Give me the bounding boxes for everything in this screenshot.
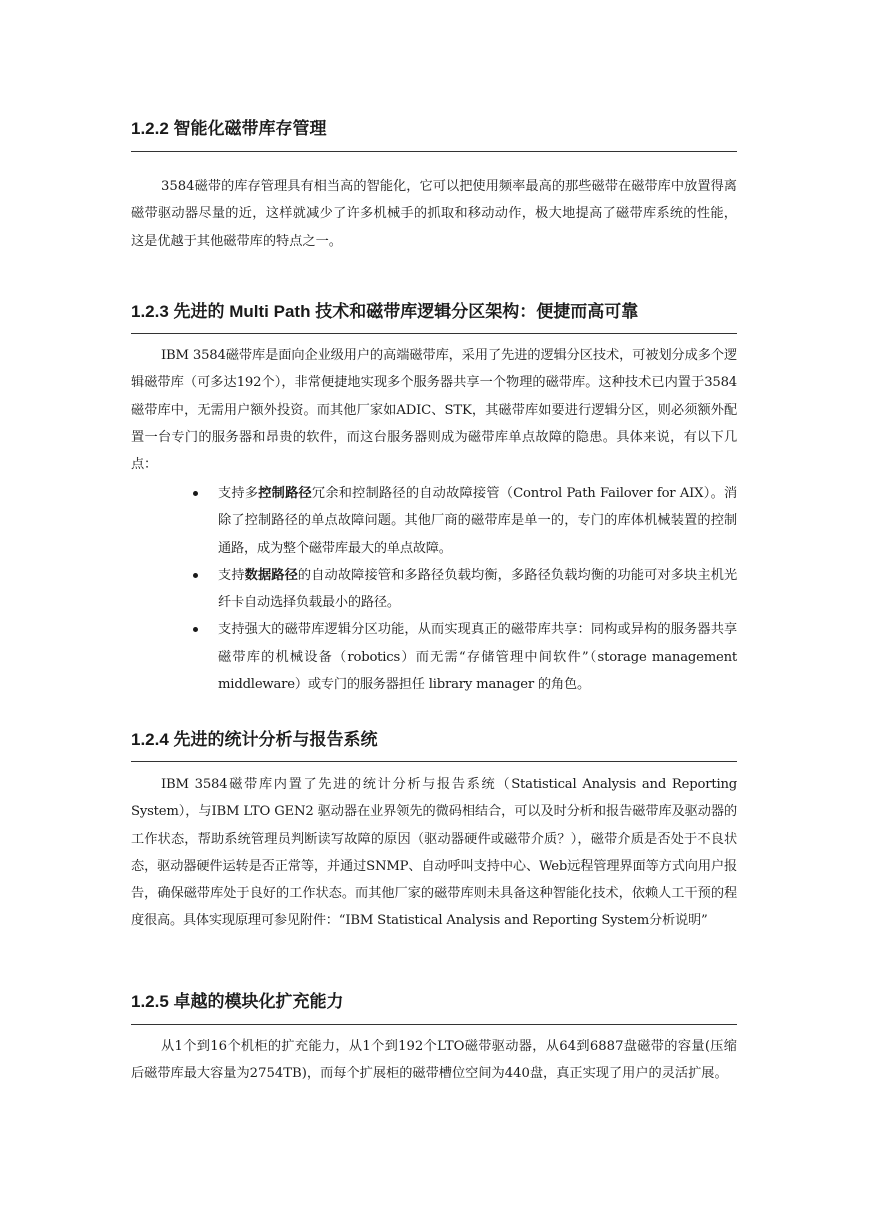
- bullet-text-post: 的自动故障接管和多路径负载均衡，多路径负载均衡的功能可对多块主机光纤卡自动选择负载最小的路径。: [218, 567, 737, 611]
- heading-rule: [131, 333, 737, 334]
- bullet-text-post: 冗余和控制路径的自动故障接管（Control Path Failover for AIX）。消除了控制路径的单点故障问题。其他厂商的磁带库是单一的，专门的库体机械装置的控制通路，成为整个磁带库最大的单点故障。: [218, 486, 738, 556]
- paragraph-logical-partition: IBM 3584磁带库是面向企业级用户的高端磁带库，采用了先进的逻辑分区技术，可被划分成多个逻辑磁带库（可多达192个），非常便捷地实现多个服务器共享一个物理的磁带库。这种技术已内置于3584磁带库中，无需用户额外投资。而其他厂家如ADIC、STK，其磁带库如要进行逻辑分区，则必须额外配置一台专门的服务器和昂贵的软件，而这台服务器则成为磁带库单点故障的隐患。具体来说，有以下几点：: [131, 348, 737, 473]
- heading-rule: [131, 761, 737, 762]
- bullet-dot-icon: [193, 491, 198, 496]
- heading-rule: [131, 151, 737, 152]
- bullet-dot-icon: [193, 573, 198, 578]
- feature-bullet-list: [187, 480, 737, 698]
- bullet-item-control-path: [187, 480, 737, 562]
- paragraph-modular-expansion: 从1个到16个机柜的扩充能力，从1个到192个LTO磁带驱动器，从64到6887盘磁带的容量(压缩后磁带库最大容量为2754TB)，而每个扩展柜的磁带槽位空间为440盘，真正实现了用户的灵活扩展。: [131, 1039, 737, 1082]
- section-heading-1-2-3: 1.2.3 先进的 Multi Path 技术和磁带库逻辑分区架构：便捷而高可靠: [131, 302, 639, 321]
- bullet-text-bold: 控制路径: [258, 486, 312, 501]
- section-heading-1-2-4: 1.2.4 先进的统计分析与报告系统: [131, 730, 378, 749]
- bullet-dot-icon: [193, 627, 198, 632]
- bullet-item-library-sharing: [187, 616, 737, 698]
- heading-rule: [131, 1024, 737, 1025]
- paragraph-statistical-analysis: IBM 3584磁带库内置了先进的统计分析与报告系统（Statistical Analysis and Reporting System），与IBM LTO GEN2 驱动器在业界领先的微码相结合，可以及时分析和报告磁带库及驱动器的工作状态，帮助系统管理员判断读写故障的原因（驱动器硬件或磁带介质？），磁带介质是否处于不良状态，驱动器硬件运转是否正常等，并通过SNMP、自动呼叫支持中心、Web远程管理界面等方式向用户报告，确保磁带库处于良好的工作状态。而其他厂家的磁带库则未具备这种智能化技术，依赖人工干预的程度很高。具体实现原理可参见附件：“IBM Statistical Analysis and Reporting System分析说明”: [131, 777, 737, 929]
- bullet-text-pre: 支持: [218, 567, 245, 583]
- section-heading-1-2-2: 1.2.2 智能化磁带库存管理: [131, 119, 327, 138]
- bullet-text-pre: 支持多: [218, 486, 259, 501]
- paragraph-inventory-management: 3584磁带的库存管理具有相当高的智能化，它可以把使用频率最高的那些磁带在磁带库中放置得离磁带驱动器尽量的近，这样就减少了许多机械手的抓取和移动动作，极大地提高了磁带库系统的性能，这是优越于其他磁带库的特点之一。: [131, 179, 737, 249]
- bullet-text-bold: 数据路径: [244, 567, 298, 583]
- bullet-text-post: 支持强大的磁带库逻辑分区功能，从而实现真正的磁带库共享：同构或异构的服务器共享磁带库的机械设备（robotics）而无需“存储管理中间软件”（storage management middleware）或专门的服务器担任 library manager 的角色。: [218, 622, 737, 693]
- bullet-item-data-path: [187, 562, 737, 617]
- section-heading-1-2-5: 1.2.5 卓越的模块化扩充能力: [131, 992, 344, 1011]
